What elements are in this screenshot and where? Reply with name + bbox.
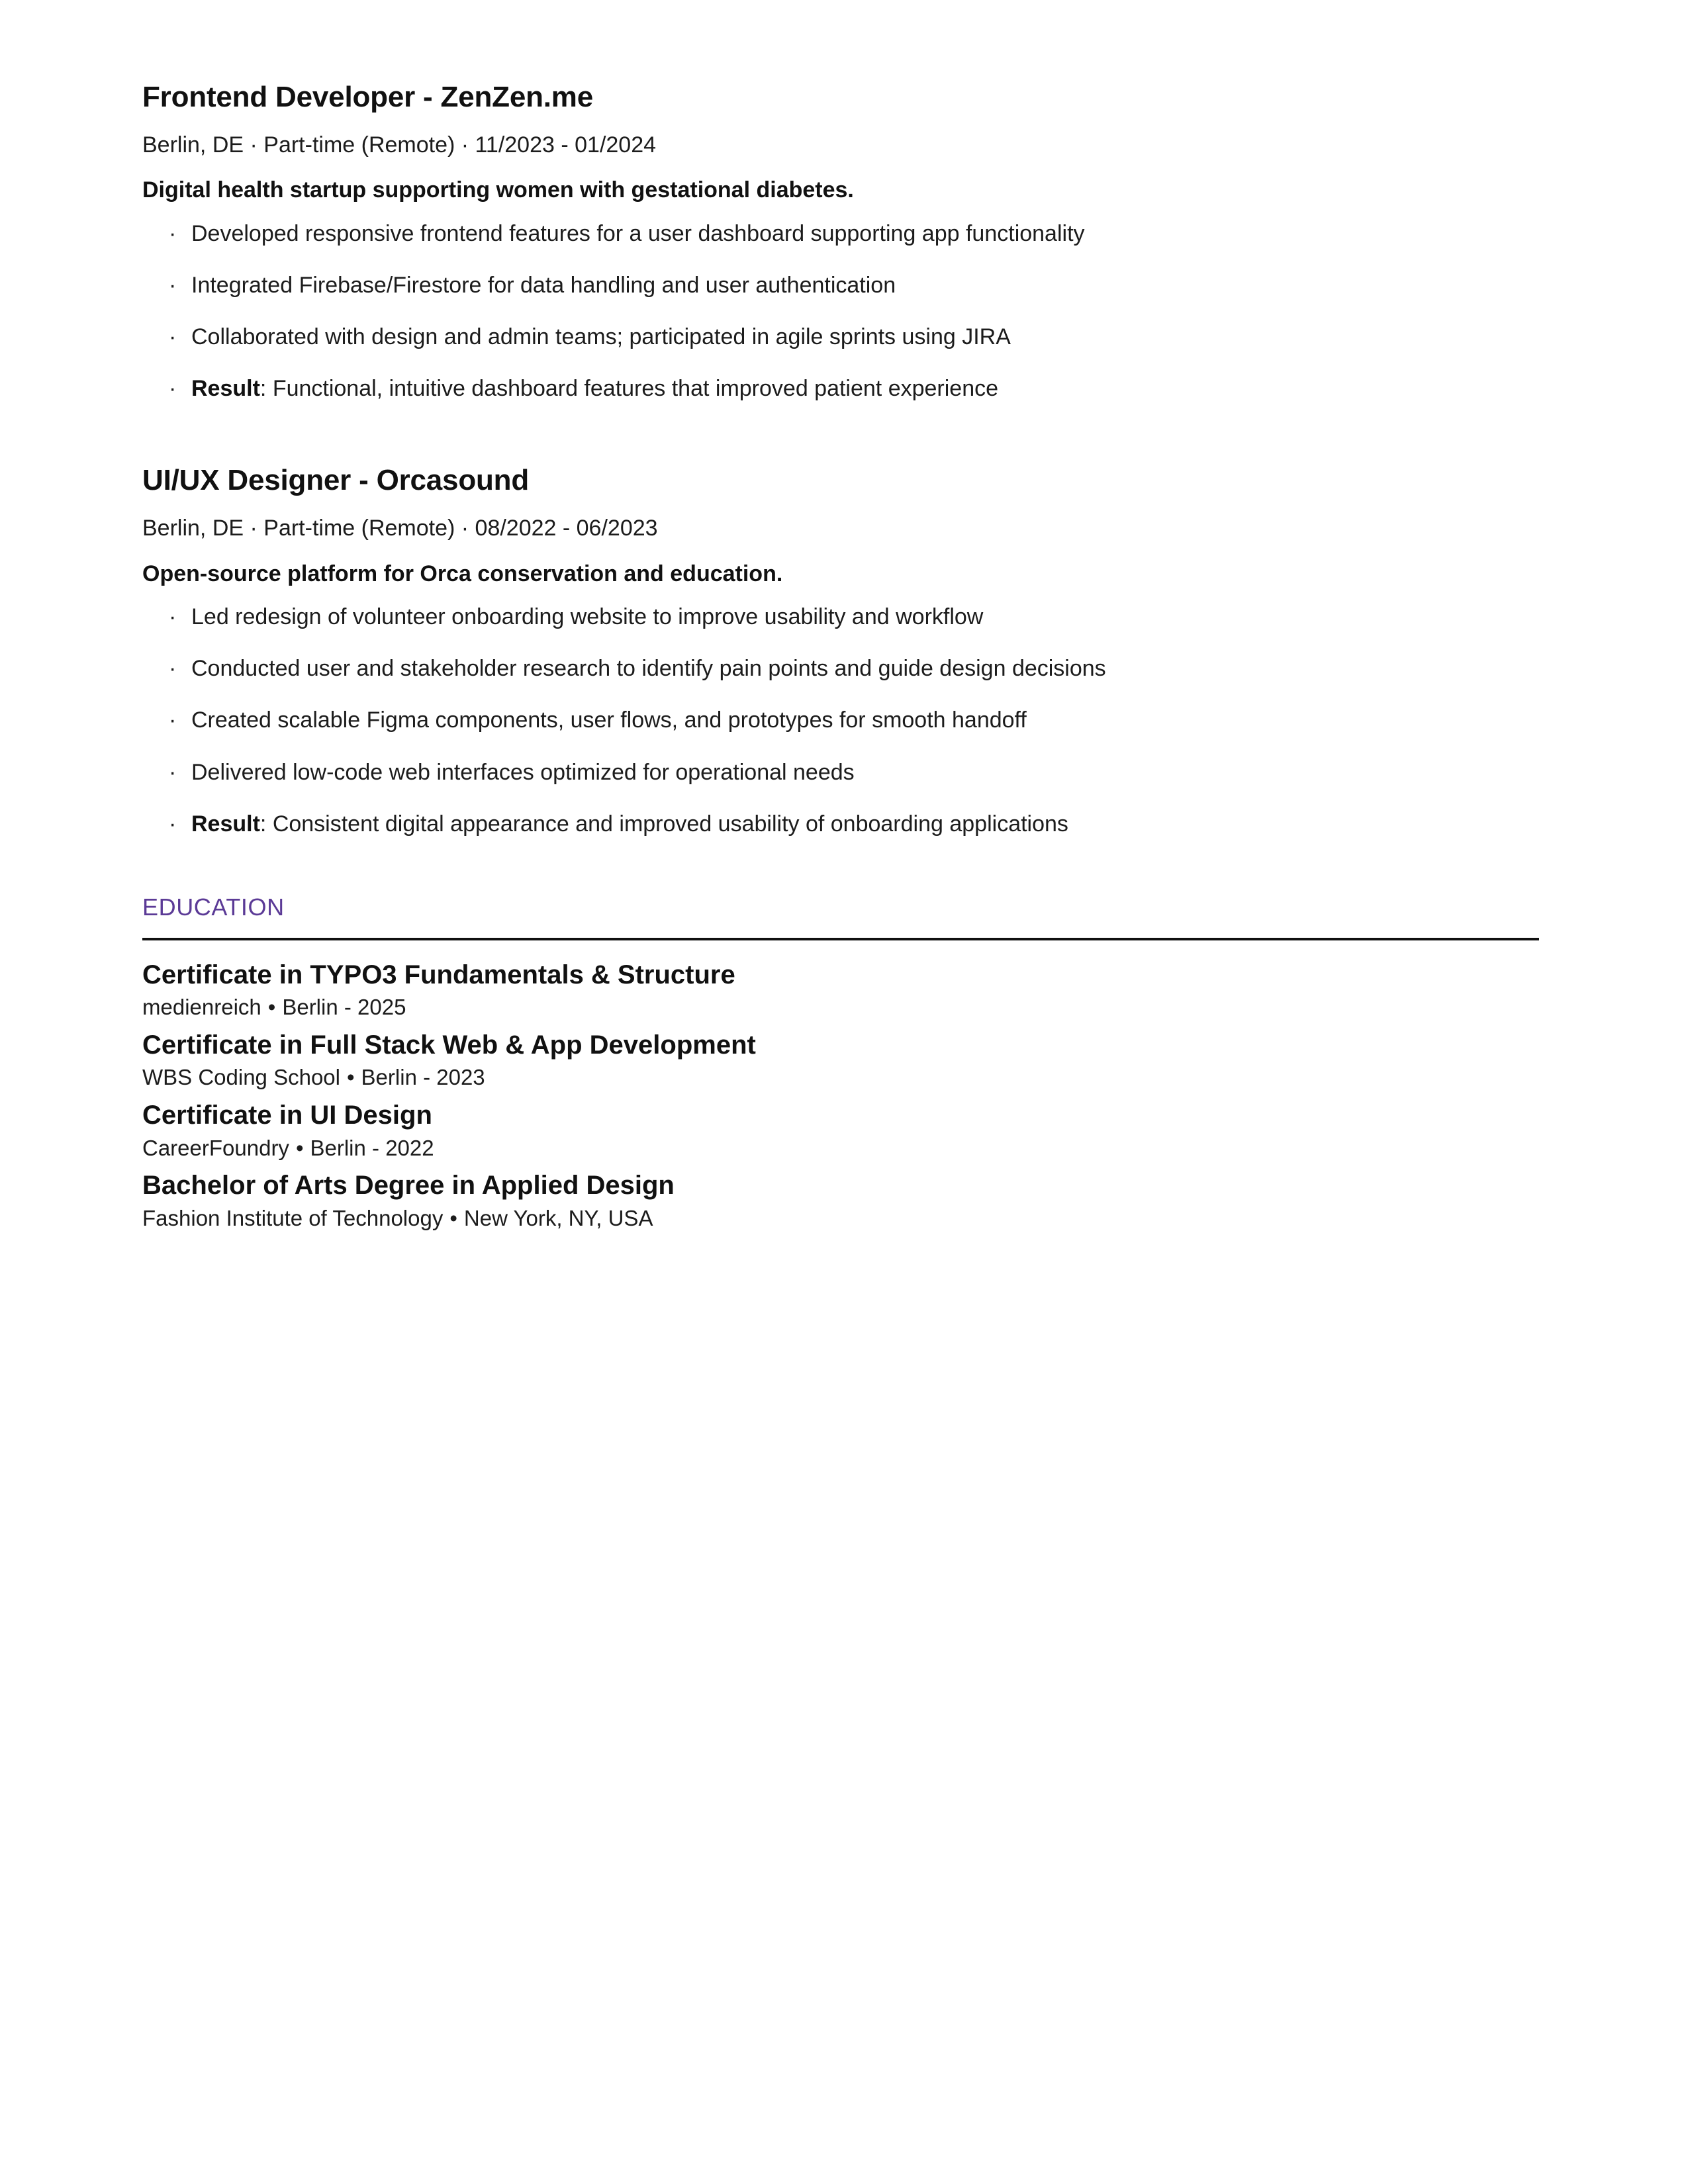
education-entry [142,1099,1539,1161]
bullet-marker-icon: · [169,656,177,682]
education-location-year: New York, NY, USA [463,1205,653,1230]
bullet-text: : Functional, intuitive dashboard features that improved patient experience [259,376,999,402]
list-item [142,705,1539,735]
education-entry [142,1169,1539,1232]
job-summary: Open-source platform for Orca conservation and education. [142,561,783,586]
list-item [142,322,1539,351]
education-location-year: Berlin - 2025 [282,995,406,1020]
bullet-text: Collaborated with design and admin teams; participated in agile sprints using JIRA [191,324,1011,350]
education-entry [142,1029,1539,1091]
bullet-marker-icon: · [169,707,177,733]
list-item [142,219,1539,248]
list-item [142,602,1539,631]
education-entry [142,959,1539,1021]
job-meta: Berlin, DE · Part-time (Remote) · 08/2022 - 06/2023 [142,516,658,541]
bullet-text: Created scalable Figma components, user flows, and prototypes for smooth handoff [191,707,1027,733]
bullet-text: Delivered low-code web interfaces optimized for operational needs [191,759,855,785]
experience-entry [142,79,1539,403]
education-subline [142,993,1539,1021]
bullet-label: Result [191,376,260,402]
education-degree: Certificate in Full Stack Web & App Development [142,1030,756,1060]
bullet-marker-icon: · [169,324,177,350]
list-item-result [142,809,1539,839]
bullet-text: Developed responsive frontend features for a user dashboard supporting app functionality [191,220,1085,246]
education-degree: Certificate in UI Design [142,1100,432,1130]
bullet-text: Led redesign of volunteer onboarding website to improve usability and workflow [191,604,984,630]
education-institution: WBS Coding School [142,1065,340,1090]
job-bullet-list [142,219,1539,404]
job-meta: Berlin, DE · Part-time (Remote) · 11/2023 - 01/2024 [142,132,657,158]
education-degree: Certificate in TYPO3 Fundamentals & Structure [142,960,735,989]
separator-icon: • [267,995,276,1020]
list-item [142,758,1539,787]
education-institution: Fashion Institute of Technology [142,1205,444,1230]
education-institution: CareerFoundry [142,1135,289,1160]
section-title-education: EDUCATION [142,893,285,921]
job-title: UI/UX Designer - Orcasound [142,464,530,497]
separator-icon: • [346,1065,355,1090]
bullet-text: Integrated Firebase/Firestore for data handling and user authentication [191,272,896,298]
education-degree: Bachelor of Arts Degree in Applied Design [142,1170,675,1200]
experience-entry [142,463,1539,839]
job-title: Frontend Developer - ZenZen.me [142,81,593,113]
bullet-marker-icon: · [169,604,177,630]
education-institution: medienreich [142,995,261,1020]
bullet-text: : Consistent digital appearance and improved usability of onboarding applications [259,811,1068,837]
bullet-marker-icon: · [169,272,177,298]
education-location-year: Berlin - 2022 [310,1135,434,1160]
bullet-text: Conducted user and stakeholder research to identify pain points and guide design decisions [191,656,1106,682]
education-location-year: Berlin - 2023 [361,1065,485,1090]
education-subline [142,1064,1539,1091]
bullet-marker-icon: · [169,759,177,785]
education-section [142,894,1539,1232]
education-subline [142,1134,1539,1161]
separator-icon: • [449,1205,457,1230]
education-subline [142,1205,1539,1232]
list-item-result [142,374,1539,403]
bullet-label: Result [191,811,260,837]
section-divider [142,938,1539,940]
job-summary: Digital health startup supporting women with gestational diabetes. [142,177,854,203]
list-item [142,654,1539,683]
bullet-marker-icon: · [169,376,177,402]
job-bullet-list [142,602,1539,839]
separator-icon: • [295,1135,304,1160]
list-item [142,271,1539,300]
bullet-marker-icon: · [169,811,177,837]
bullet-marker-icon: · [169,220,177,246]
